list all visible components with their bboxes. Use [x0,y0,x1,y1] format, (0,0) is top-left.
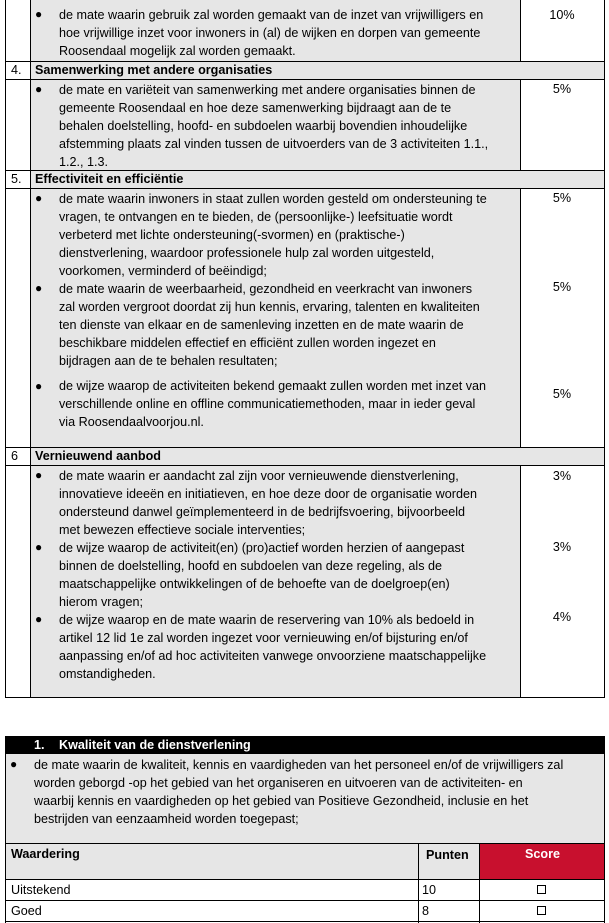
criterion-text: de mate waarin gebruik zal worden gemaakt van de inzet van vrijwilligers en hoe vrijwillige inzet voor inwoners in (al) de wijken en dorpen van gemeente Roosendaal mogelijk zal worden gemaakt. [59,8,484,58]
rating-points: 8 [422,904,430,918]
bullet-icon: ● [35,468,43,482]
weight-percentage: 3% [552,540,572,554]
bullet-icon: ● [35,191,43,205]
score-checkbox-goed[interactable] [537,906,546,915]
criterion-text: de mate waarin er aandacht zal zijn voor vernieuwende dienstverlening, innovatieve ideeën en initiatieven, en hoe deze door de organisatie worden ondersteund danwel geïmplementeerd in de bedrijfsvoering, bijvoorbeeld met bewezen effectieve sociale interventies; [59,469,477,537]
bullet-icon: ● [35,281,43,295]
section-title: Vernieuwend aanbod [35,449,161,463]
weight-percentage: 4% [552,610,572,624]
column-header-score: Score [524,847,560,861]
criterion-text: de mate en variëteit van samenwerking met andere organisaties binnen de gemeente Roosendaal en hoe deze samenwerking bijdraagt aan de te behalen doelstelling, hoofd- en subdoelen waarbij bovendien inhoudelijke afstemming plaats zal vinden tussen de uitvoerders van de 3 activiteiten 1.1., 1.2., 1.3. [59,83,489,169]
bullet-icon: ● [35,379,43,393]
quality-description: de mate waarin de kwaliteit, kennis en vaardigheden van het personeel en/of de vrijwilligers zal worden geborgd -op het gebied van het organiseren en uitvoeren van de activiteiten- en waarbij kennis en vaardigheden op het gebied van Positieve Gezondheid, inclusie en het bestrijden van eenzaamheid worden toegepast; [34,758,564,826]
bullet-icon: ● [35,612,43,626]
weight-percentage: 5% [552,82,572,96]
criterion-text: de wijze waarop de activiteit(en) (pro)actief worden herzien of aangepast binnen de doelstelling, hoofd en subdoelen van deze regeling, als de maatschappelijke ontwikkelingen of de behoefte van de doelgroep(en) hierom vragen; [59,541,465,609]
column-header-waardering: Waardering [11,847,80,861]
rating-label: Uitstekend [11,883,71,897]
bullet-icon: ● [35,7,43,21]
rating-points: 10 [422,883,437,897]
quality-header-number: 1. [34,738,45,752]
weight-percentage: 5% [552,191,572,205]
weight-percentage: 3% [552,469,572,483]
section-number: 4. [11,63,22,77]
criterion-text: de mate waarin de weerbaarheid, gezondheid en veerkracht van inwoners zal worden vergroot doordat zij hun kennis, ervaring, talenten en kwaliteiten ten dienste van elkaar en de samenleving inzetten en de mate waarin de beschikbare middelen effectief en efficiënt zullen worden ingezet en bijdragen aan de te behalen resultaten; [59,282,480,368]
bullet-icon: ● [10,757,18,771]
bullet-icon: ● [35,540,43,554]
section-number: 5. [11,172,22,186]
column-header-punten: Punten [426,848,469,862]
quality-header-title: Kwaliteit van de dienstverlening [59,738,251,752]
criterion-text: de wijze waarop en de mate waarin de reservering van 10% als bedoeld in artikel 12 lid 1e zal worden ingezet voor vernieuwing en/of bijsturing en/of aanpassing en/of ad hoc activiteiten vanwege onvoorziene maatschappelijke omstandigheden. [59,613,487,681]
section-title: Effectiviteit en efficiëntie [35,172,184,186]
criterion-text: de wijze waarop de activiteiten bekend gemaakt zullen worden met inzet van verschillende online en offline communicatiemethoden, maar in ieder geval via Roosendaalvoorjou.nl. [59,379,487,429]
weight-percentage: 5% [552,280,572,294]
weight-percentage: 10% [549,8,575,22]
bullet-icon: ● [35,82,43,96]
score-checkbox-uitstekend[interactable] [537,885,546,894]
section-number: 6 [11,449,19,463]
weight-percentage: 5% [552,387,572,401]
rating-label: Goed [11,904,42,918]
criterion-text: de mate waarin inwoners in staat zullen worden gesteld om ondersteuning te vragen, te ontvangen en te bieden, de (persoonlijke-) leefsituatie wordt verbeterd met lichte ondersteuning(-svormen) en (praktische-) dienstverlening, waardoor professionele hulp zal worden uitgesteld, voorkomen, verminderd of beëindigd; [59,192,487,278]
section-title: Samenwerking met andere organisaties [35,63,273,77]
